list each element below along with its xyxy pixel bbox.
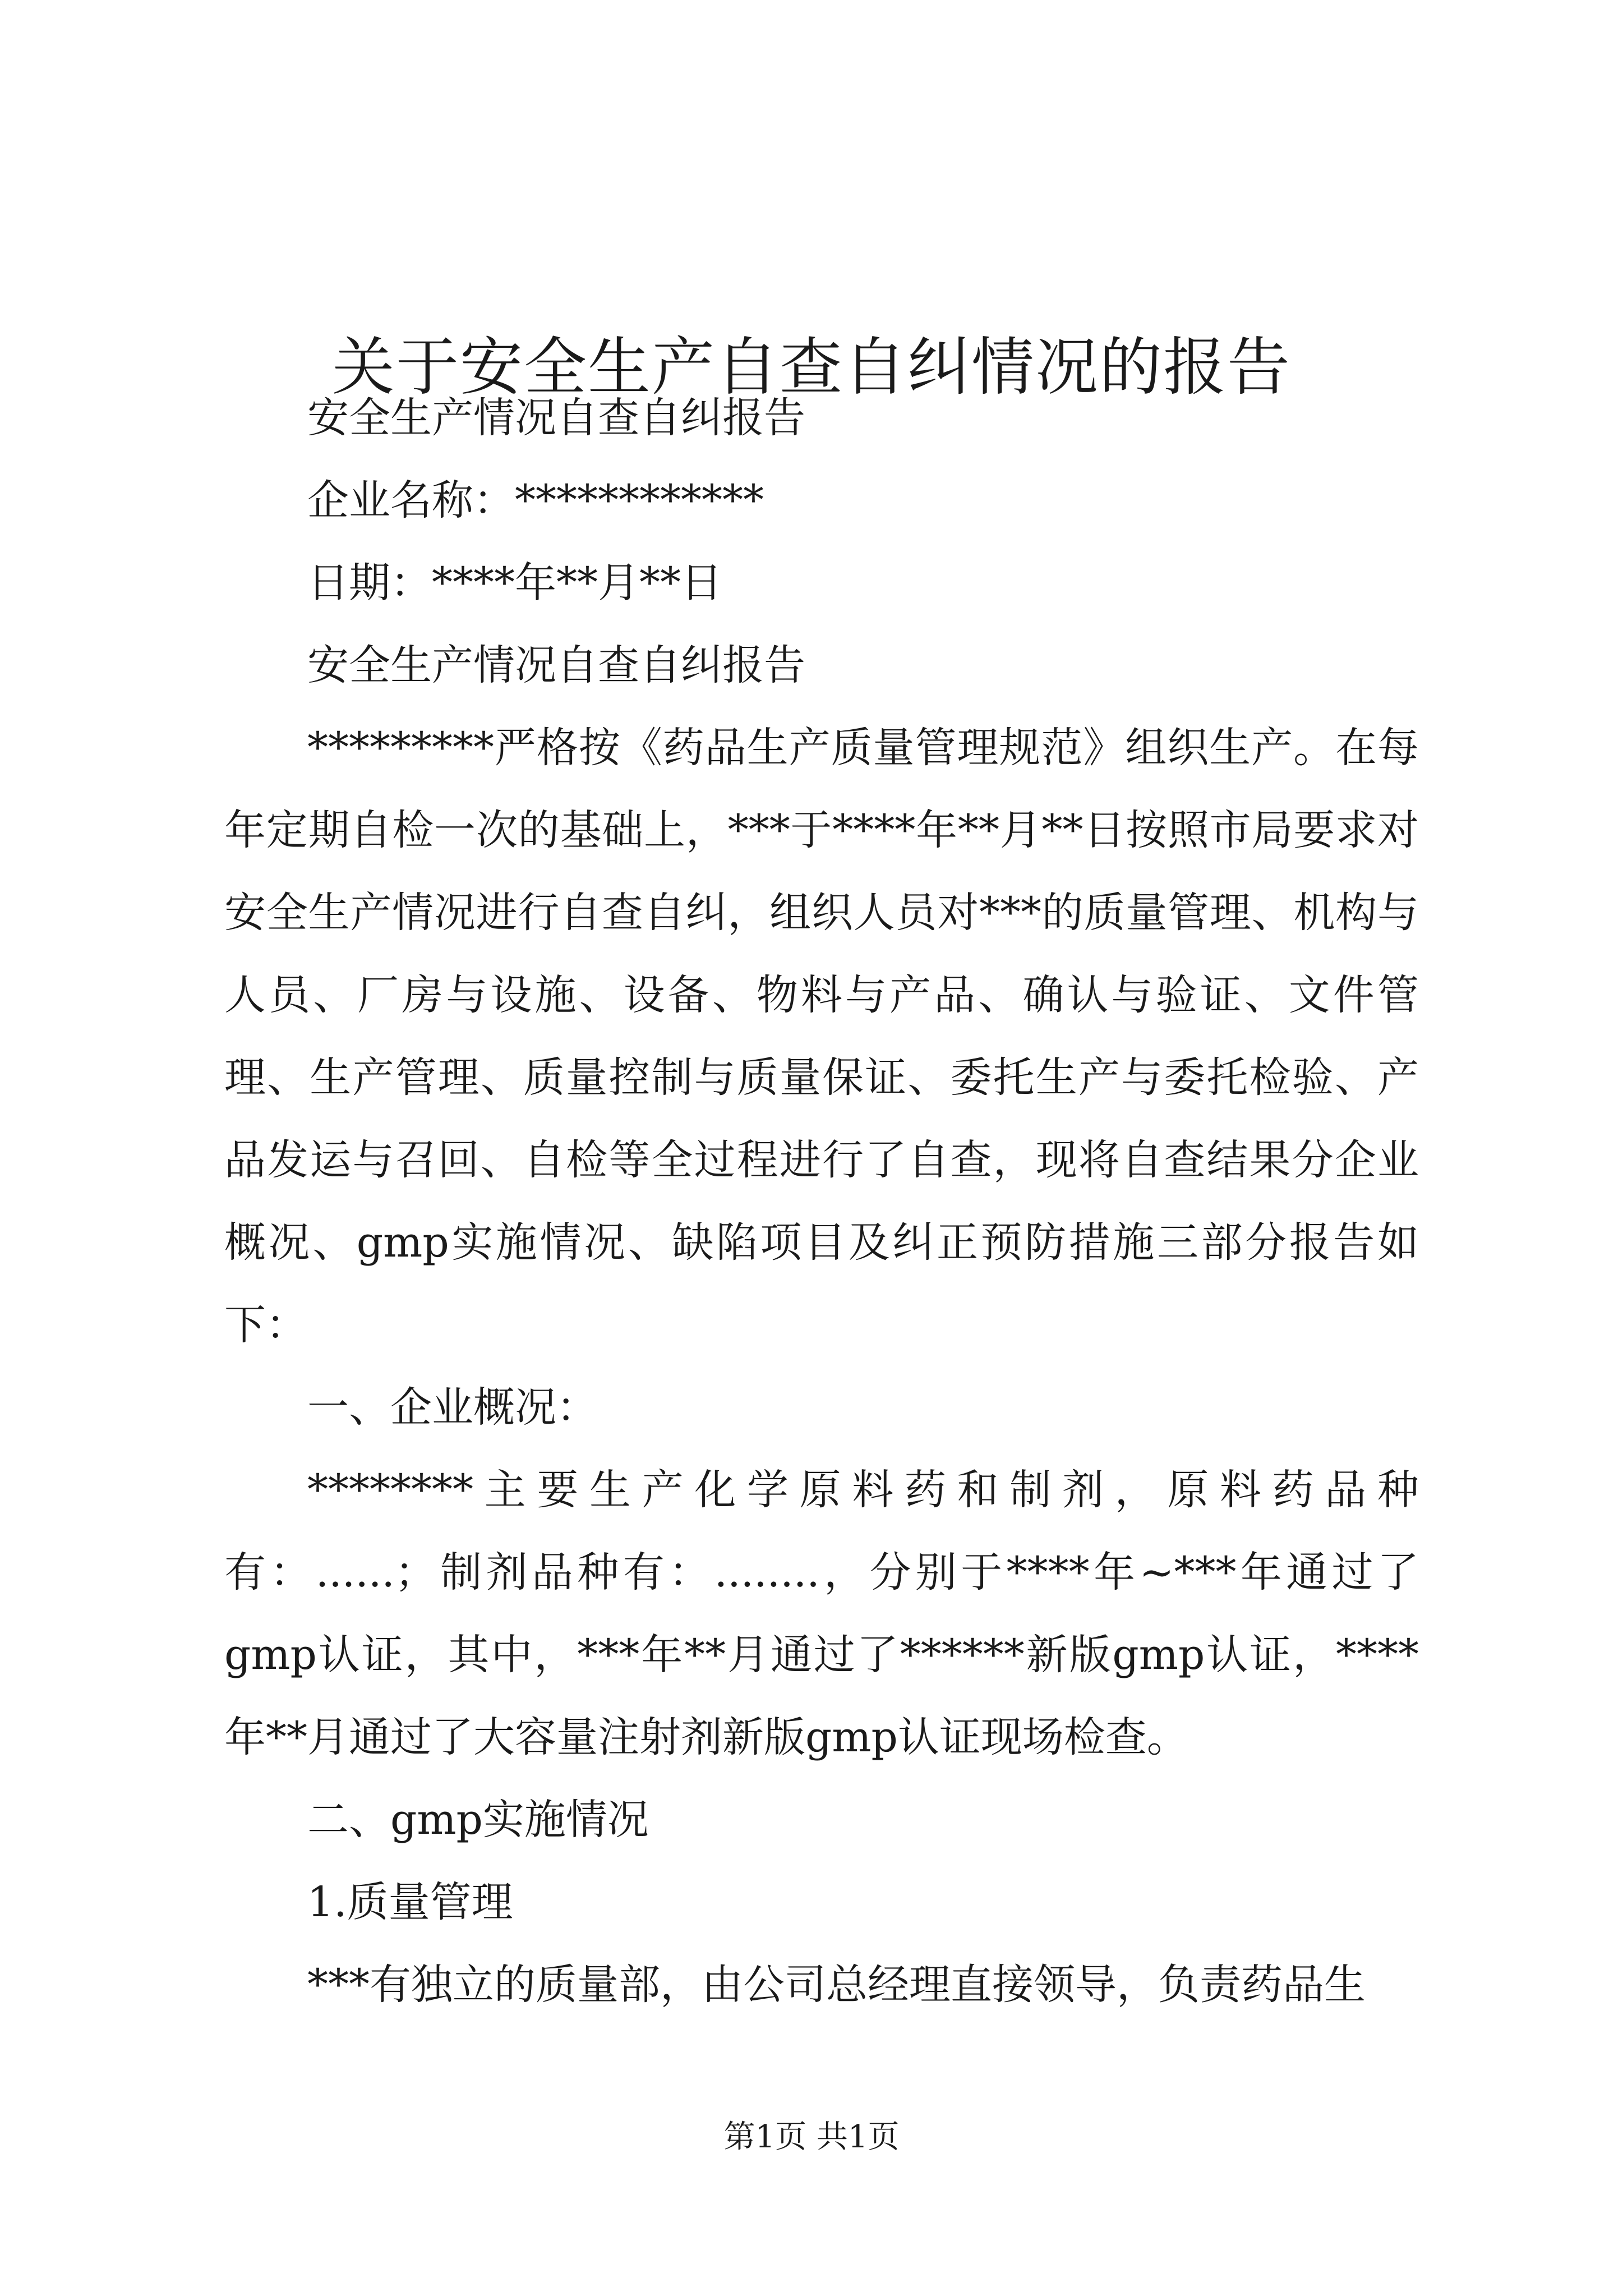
section-heading-gmp-implementation: 二、gmp实施情况	[307, 1796, 649, 1844]
quality-management-paragraph: ***有独立的质量部，由公司总经理直接领导，负责药品生	[307, 1961, 1366, 2009]
section-heading-company-overview: 一、企业概况：	[307, 1383, 598, 1432]
document-title: 关于安全生产自查自纠情况的报告	[332, 331, 1291, 404]
company-name-line: 企业名称：************	[307, 476, 764, 524]
document-body	[224, 377, 1419, 2026]
intro-paragraph: *********严格按《药品生产质量管理规范》组织生产。在每年定期自检一次的基础上，***于****年**月**日按照市局要求对安全生产情况进行自查自纠，组织人员对***的质量管理、机构与人员、厂房与设施、设备、物料与产品、确认与验证、文件管理、生产管理、质量控制与质量保证、委托生产与委托检验、产品发运与召回、自检等全过程进行了自查，现将自查结果分企业概况、gmp实施情况、缺陷项目及纠正预防措施三部分报告如下：	[224, 724, 1419, 1349]
company-overview-paragraph: ********主要生产化学原料药和制剂，原料药品种有：......；制剂品种有：........，分别于****年~***年通过了gmp认证，其中，***年**月通过了******新版gmp认证，****年**月通过了大容量注射剂新版gmp认证现场检查。	[224, 1466, 1419, 1761]
date-line: 日期：****年**月**日	[307, 559, 722, 607]
subsection-heading-quality-management: 1.质量管理	[307, 1878, 513, 1926]
report-subtitle: 安全生产情况自查自纠报告	[307, 394, 805, 442]
page-footer: 第1页 共1页	[723, 2119, 900, 2155]
report-subtitle-repeat: 安全生产情况自查自纠报告	[307, 641, 805, 689]
